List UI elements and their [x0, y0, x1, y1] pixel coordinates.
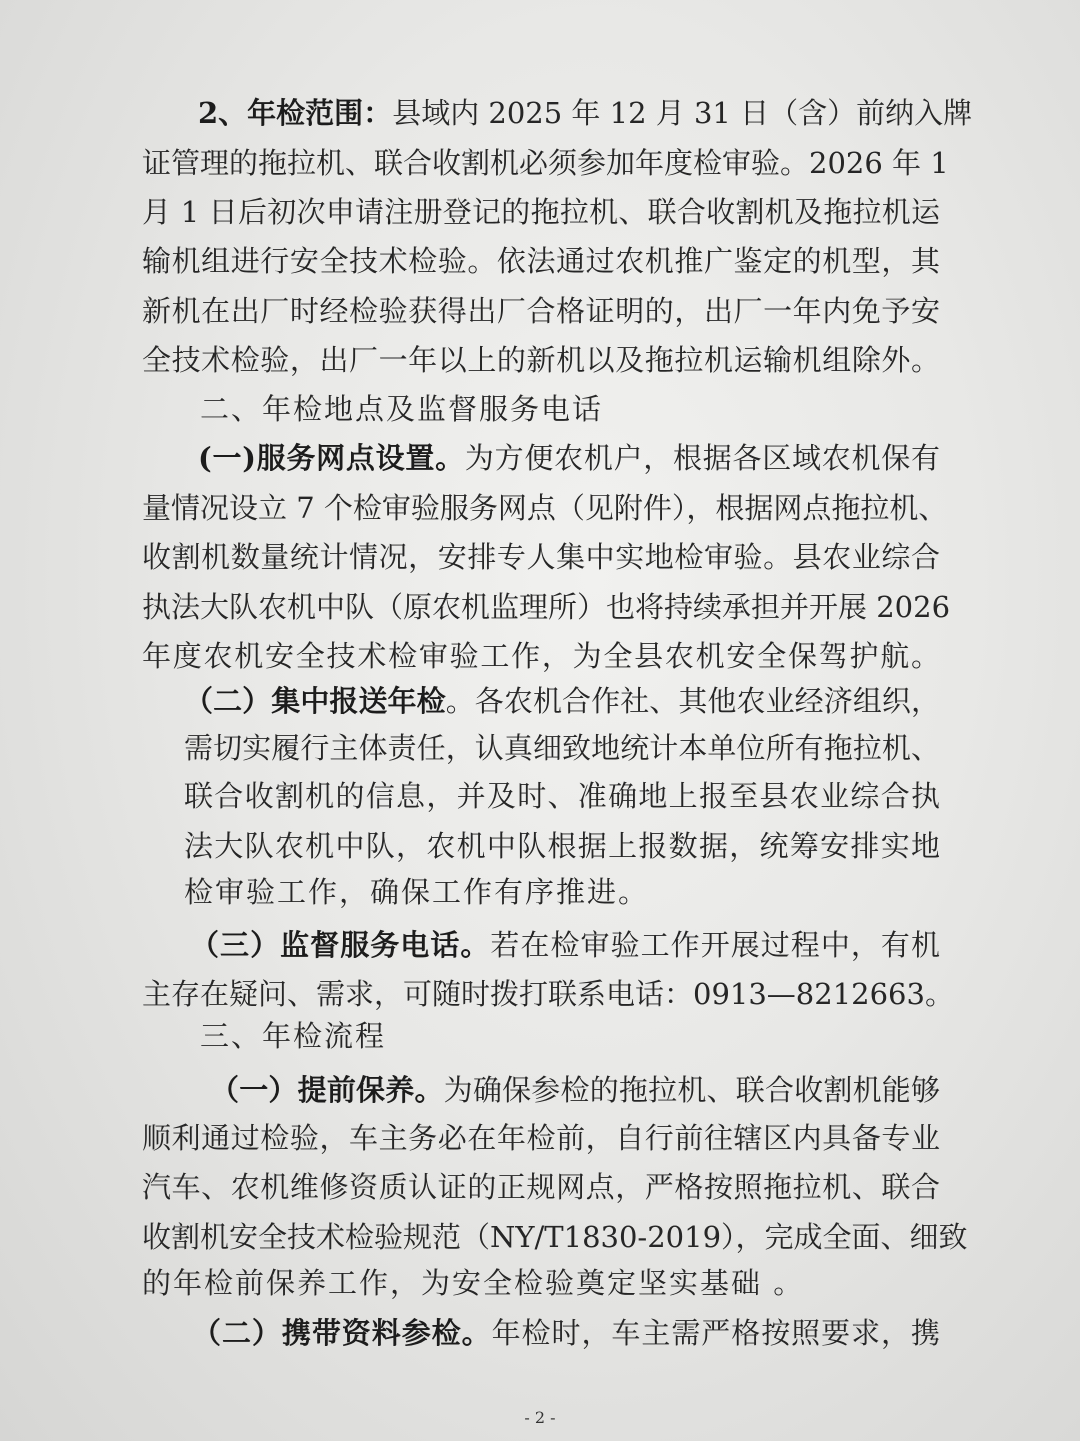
paragraph-line [192, 1313, 940, 1353]
paragraph-line [184, 728, 940, 768]
paragraph-line [142, 1263, 940, 1303]
item-heading: （二）集中报送年检 [184, 684, 446, 718]
line-text: 为方便农机户，根据各区域农机保有 [464, 441, 940, 475]
paragraph-line [142, 1167, 940, 1207]
line-text: 二、年检地点及监督服务电话 [200, 392, 604, 426]
page-number: - 2 - [524, 1408, 556, 1427]
line-text: 证管理的拖拉机、联合收割机必须参加年度检审验。2026 年 1 [142, 146, 949, 180]
item-heading: （三）监督服务电话。 [190, 928, 491, 962]
line-text: 执法大队农机中队（原农机监理所）也将持续承担并开展 2026 [142, 590, 951, 624]
line-text: 三、年检流程 [200, 1019, 387, 1053]
paragraph-line [184, 681, 940, 721]
line-text: 联合收割机的信息，并及时、准确地上报至县农业综合执 [184, 779, 940, 813]
line-text: 汽车、农机维修资质认证的正规网点，严格按照拖拉机、联合 [142, 1170, 940, 1204]
line-text: 输机组进行安全技术检验。依法通过农机推广鉴定的机型，其 [142, 244, 940, 278]
line-text: 。各农机合作社、其他农业经济组织， [445, 684, 940, 718]
line-text: 主存在疑问、需求，可随时拨打联系电话：0913—8212663。 [142, 977, 954, 1011]
line-text: 检审验工作，确保工作有序推进。 [184, 875, 650, 909]
line-text: 需切实履行主体责任，认真细致地统计本单位所有拖拉机、 [184, 731, 940, 765]
line-text: 年度农机安全技术检审验工作，为全县农机安全保驾护航。 [142, 639, 940, 673]
paragraph-line [142, 974, 954, 1014]
paragraph-line [142, 1118, 940, 1158]
line-text: 量情况设立 7 个检审验服务网点（见附件），根据网点拖拉机、 [142, 491, 948, 525]
paragraph-line [184, 776, 940, 816]
paragraph-line [142, 1217, 968, 1257]
item-heading: (一)服务网点设置。 [198, 441, 465, 475]
item-heading: （二）携带资料参检。 [192, 1316, 492, 1350]
paragraph-line [142, 488, 948, 528]
paragraph-line [142, 291, 940, 331]
line-text: 顺利通过检验，车主务必在年检前，自行前往辖区内具备专业 [142, 1121, 940, 1155]
line-text: 新机在出厂时经检验获得出厂合格证明的，出厂一年内免予安 [142, 294, 940, 328]
line-text: 月 1 日后初次申请注册登记的拖拉机、联合收割机及拖拉机运 [142, 195, 940, 229]
paragraph-line [198, 93, 973, 133]
paragraph-line [210, 1070, 940, 1110]
paragraph-line [190, 925, 940, 965]
line-text: 全技术检验，出厂一年以上的新机以及拖拉机运输机组除外。 [142, 343, 940, 377]
line-text: 收割机数量统计情况，安排专人集中实地检审验。县农业综合 [142, 540, 940, 574]
line-text: 为确保参检的拖拉机、联合收割机能够 [443, 1073, 940, 1107]
paragraph-line [198, 438, 940, 478]
line-text: 年检时，车主需严格按照要求，携 [491, 1316, 940, 1350]
section-heading [200, 389, 940, 429]
paragraph-line [142, 340, 940, 380]
line-text: 收割机安全技术检验规范（NY/T1830-2019），完成全面、细致 [142, 1220, 968, 1254]
item-heading: （一）提前保养。 [210, 1073, 444, 1107]
paragraph-line [184, 872, 940, 912]
paragraph-line [142, 537, 940, 577]
paragraph-line [142, 192, 940, 232]
item-heading: 2、年检范围： [198, 96, 393, 130]
line-text: 若在检审验工作开展过程中，有机 [490, 928, 940, 962]
section-heading [200, 1016, 940, 1056]
line-text: 县域内 2025 年 12 月 31 日（含）前纳入牌 [392, 96, 973, 130]
paragraph-line [142, 587, 951, 627]
line-text: 的年检前保养工作，为安全检验奠定坚实基础 。 [142, 1266, 805, 1300]
paragraph-line [184, 826, 940, 866]
line-text: 法大队农机中队，农机中队根据上报数据，统筹安排实地 [184, 829, 940, 863]
paragraph-line [142, 241, 940, 281]
paragraph-line [142, 143, 949, 183]
paragraph-line [142, 636, 940, 676]
